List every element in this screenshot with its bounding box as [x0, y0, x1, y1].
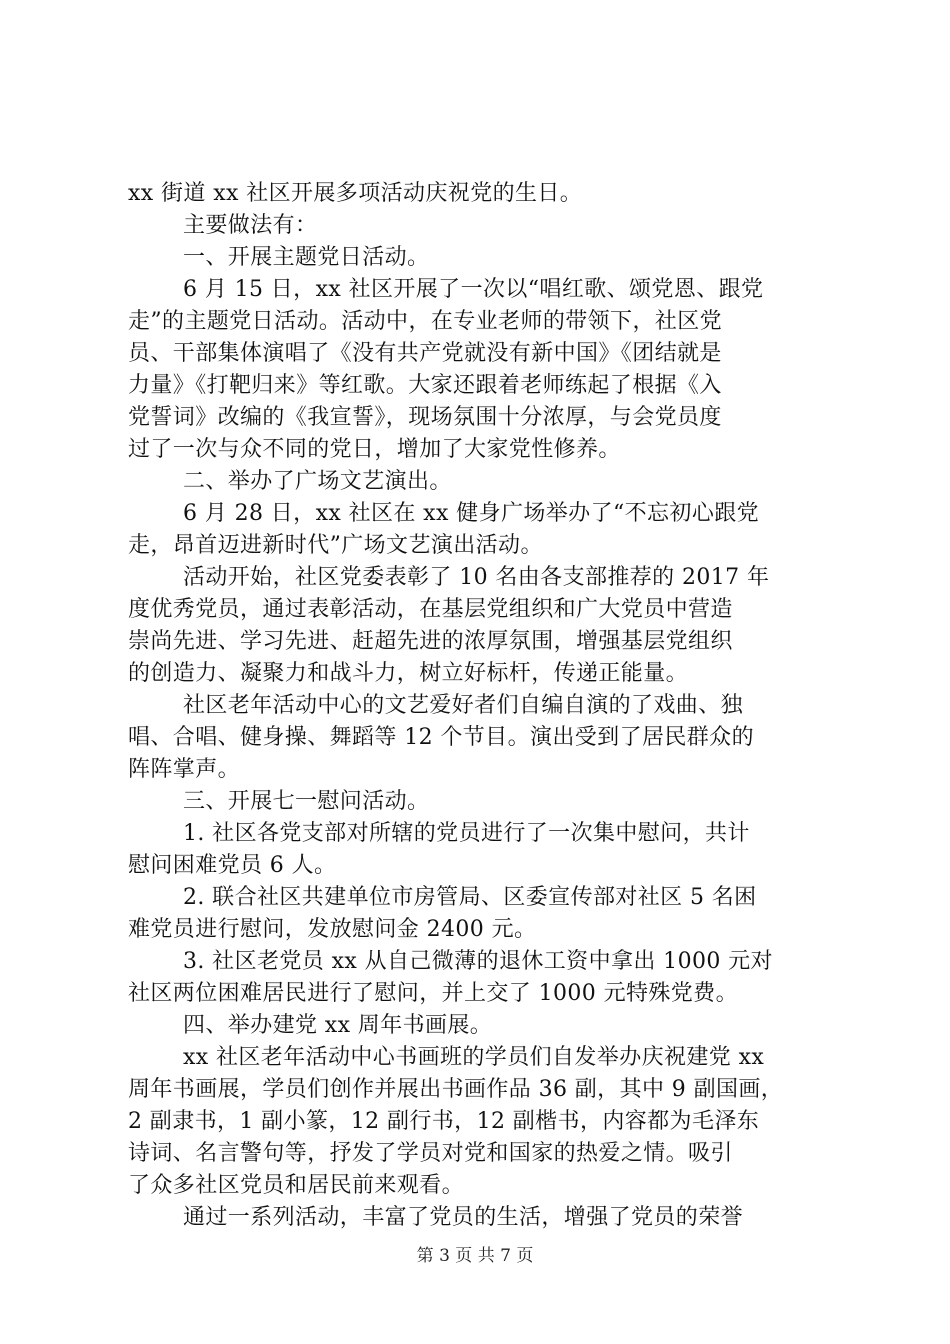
text-line: 崇尚先进、学习先进、赶超先进的浓厚氛围，增强基层党组织: [128, 629, 733, 654]
text-line: 2. 联合社区共建单位市房管局、区委宣传部对社区 5 名困: [183, 885, 757, 910]
text-line: 了众多社区党员和居民前来观看。: [128, 1173, 465, 1198]
section-heading: 四、举办建党 xx 周年书画展。: [183, 1013, 493, 1038]
section-heading: 一、开展主题党日活动。: [183, 245, 430, 270]
text-line: 度优秀党员，通过表彰活动，在基层党组织和广大党员中营造: [128, 597, 733, 622]
text-line: 周年书画展，学员们创作并展出书画作品 36 副，其中 9 副国画，: [128, 1077, 784, 1102]
text-line: 的创造力、凝聚力和战斗力，树立好标杆，传递正能量。: [128, 661, 689, 686]
text-line: 走，昂首迈进新时代”广场文艺演出活动。: [128, 533, 543, 558]
text-line: 2 副隶书，1 副小篆，12 副行书，12 副楷书，内容都为毛泽东: [128, 1109, 760, 1134]
text-line: 走”的主题党日活动。活动中，在专业老师的带领下，社区党: [128, 309, 723, 334]
text-line: 3. 社区老党员 xx 从自己微薄的退休工资中拿出 1000 元对: [183, 949, 773, 974]
text-line: 党誓词》改编的《我宣誓》，现场氛围十分浓厚，与会党员度: [128, 405, 722, 430]
document-body: [128, 178, 828, 1234]
text-line: 难党员进行慰问，发放慰问金 2400 元。: [128, 917, 537, 942]
text-line: 阵阵掌声。: [128, 757, 241, 782]
text-line: 过了一次与众不同的党日，增加了大家党性修养。: [128, 437, 621, 462]
section-heading: 二、举办了广场文艺演出。: [183, 469, 452, 494]
section-heading: 三、开展七一慰问活动。: [183, 789, 430, 814]
text-line: 主要做法有：: [183, 213, 318, 238]
text-line: 慰问困难党员 6 人。: [128, 853, 337, 878]
text-line: 唱、合唱、健身操、舞蹈等 12 个节目。演出受到了居民群众的: [128, 725, 754, 750]
page-number-footer: 第 3 页 共 7 页: [416, 1246, 534, 1266]
text-line: 活动开始，社区党委表彰了 10 名由各支部推荐的 2017 年: [183, 565, 770, 590]
text-line: 6 月 15 日，xx 社区开展了一次以“唱红歌、颂党恩、跟党: [183, 277, 764, 302]
text-line: xx 街道 xx 社区开展多项活动庆祝党的生日。: [128, 181, 583, 206]
text-line: 6 月 28 日，xx 社区在 xx 健身广场举办了“不忘初心跟党: [183, 501, 760, 526]
text-line: xx 社区老年活动中心书画班的学员们自发举办庆祝建党 xx: [183, 1045, 765, 1070]
text-line: 诗词、名言警句等，抒发了学员对党和国家的热爱之情。吸引: [128, 1141, 733, 1166]
text-line: 社区两位困难居民进行了慰问，并上交了 1000 元特殊党费。: [128, 981, 738, 1006]
text-line: 力量》《打靶归来》等红歌。大家还跟着老师练起了根据《入: [128, 373, 722, 398]
text-line: 社区老年活动中心的文艺爱好者们自编自演的了戏曲、独: [183, 693, 744, 718]
text-line: 1. 社区各党支部对所辖的党员进行了一次集中慰问，共计: [183, 821, 750, 846]
text-line: 通过一系列活动，丰富了党员的生活，增强了党员的荣誉: [183, 1205, 744, 1230]
text-line: 员、干部集体演唱了《没有共产党就没有新中国》《团结就是: [128, 341, 722, 366]
